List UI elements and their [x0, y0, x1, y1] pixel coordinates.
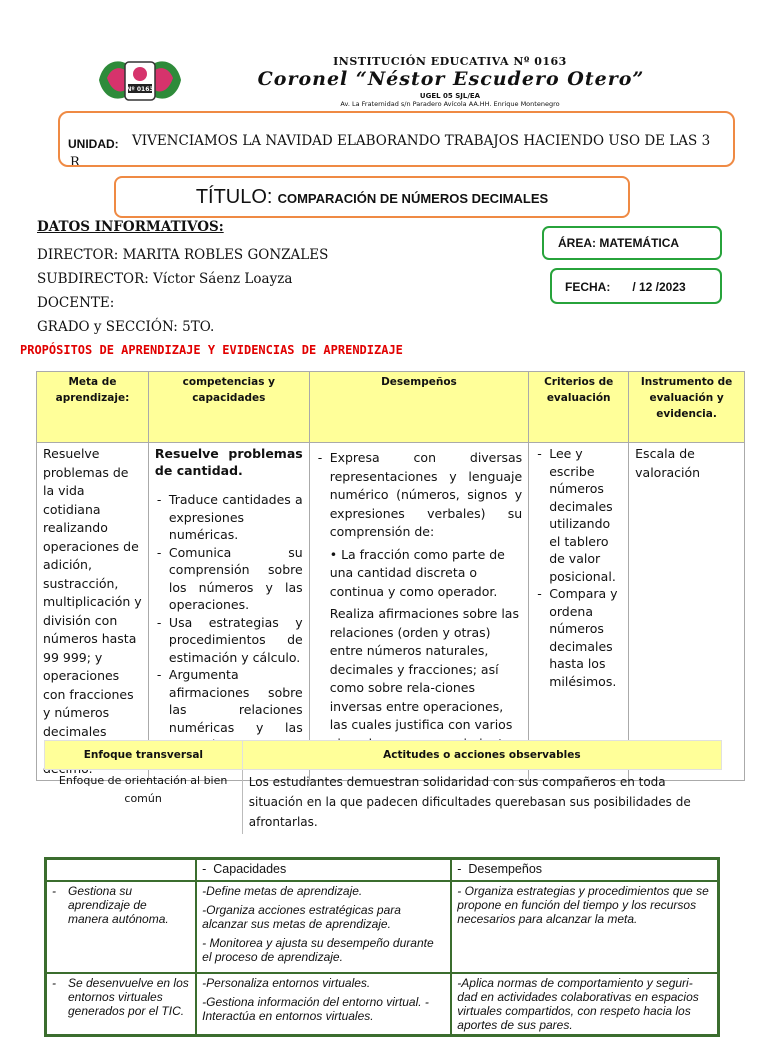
desempenos-cell	[309, 443, 529, 781]
capacidad-line: -Gestiona información del entorno virtual. - Interactúa en entornos virtuales.	[202, 995, 429, 1023]
grado-line: GRADO y SECCIÓN: 5TO.	[37, 319, 215, 335]
header-competencias: competencias y capacidades	[148, 372, 309, 443]
unidad-label: UNIDAD:	[68, 137, 119, 151]
director-line: DIRECTOR: MARITA ROBLES GONZALES	[37, 247, 329, 263]
desempeno-paragraph: Realiza afirmaciones sobre las relaciones (orden y otras) entre números naturales, decimales y fracciones; así como sobre rela-ciones inversas entre operaciones, las cuales justifica con varios	[329, 606, 519, 732]
institution-name: INSTITUCIÓN EDUCATIVA Nº 0163	[333, 55, 567, 68]
competencia-text: Se desenvuelve en los entornos virtuales generados por el TIC.	[68, 976, 189, 1018]
capacidad-item: - Argumenta afirmaciones sobre las relaciones numéricas y las	[155, 666, 303, 754]
fecha-value: / 12 /2023	[632, 280, 686, 294]
subdirector-line: SUBDIRECTOR: Víctor Sáenz Loayza	[37, 271, 293, 287]
desempeno-bullet-row: • La fracción como parte de una cantidad discreta o continua y como operador.	[329, 546, 505, 599]
header-meta: Meta de aprendizaje:	[37, 372, 149, 443]
competencia-cell: - Se desenvuelve en los entornos virtuales generados por el TIC.	[46, 973, 197, 1036]
fecha-label: FECHA:	[565, 280, 611, 294]
datos-heading: DATOS INFORMATIVOS:	[37, 219, 224, 235]
header-desempenos-t3: - Desempeños	[451, 859, 718, 882]
capacidad-line: -Define metas de aprendizaje.	[202, 884, 363, 898]
capacidad-item: - Comunica su comprensión sobre los números y las operaciones.	[155, 544, 303, 614]
capacidad-item: - Traduce cantidades a expresiones numéricas.	[155, 491, 303, 544]
desempeno-cell: - Organiza estrategias y procedimientos que se propone en función del tiempo y los recursos necesarios para alcanzar la meta.	[451, 881, 718, 973]
school-crest-logo	[97, 56, 183, 104]
meta-cell: Resuelve problemas de la vida cotidiana realizando operaciones de adición, sustracción, multiplicación y división con números hasta 99 999; y operaciones con fracciones y números decimales	[37, 443, 149, 781]
desempeno-item: - Expresa con diversas representaciones y lenguaje numérico (números, signos y expresiones verbales) su comprensión de:	[316, 449, 523, 542]
ugel-label: UGEL 05 SJL/EA	[419, 92, 481, 100]
capacidad-item: - Usa estrategias y procedimientos de estimación y cálculo.	[155, 614, 303, 667]
competencia-title: Resuelve problemas de cantidad.	[154, 446, 303, 478]
header-empty	[46, 859, 197, 882]
capacidades-table	[44, 857, 720, 1037]
enfoque-table	[44, 740, 722, 834]
header-criterios: Criterios de evaluación	[529, 372, 629, 443]
propositos-title: PROPÓSITOS DE APRENDIZAJE Y EVIDENCIAS DE APRENDIZAJE	[20, 343, 403, 357]
capacidades-cell	[196, 881, 451, 973]
criterios-cell	[529, 443, 629, 781]
titulo-label: TÍTULO:	[195, 186, 273, 208]
docente-line: DOCENTE:	[37, 295, 115, 311]
propositos-table	[36, 371, 745, 781]
crest-text: Nº 0163	[126, 86, 154, 93]
unidad-text: VIVENCIAMOS LA NAVIDAD ELABORANDO TRABAJOS HACIENDO USO DE LAS 3	[132, 133, 711, 149]
header-desempenos: Desempeños	[309, 372, 529, 443]
header-enfoque: Enfoque transversal	[45, 741, 243, 770]
capacidad-line: - Monitorea y ajusta su desempeño durante el proceso de aprendizaje.	[202, 936, 434, 964]
instrumento-cell: Escala de valoración	[629, 443, 745, 781]
competencia-cell: - Gestiona su aprendizaje de manera autónoma.	[46, 881, 197, 973]
actitud-cell: Los estudiantes demuestran solidaridad con sus compañeros en toda situación en la que padecen dificultades querebasan sus posibilidades de afrontarlas.	[248, 775, 691, 829]
desempeno-bullet: La fracción como parte de una cantidad discreta o continua y como operador.	[329, 546, 505, 599]
criterio-item: - Compara y ordena números decimales hasta los milésimos.	[535, 585, 622, 690]
capacidad-line: -Organiza acciones estratégicas para alcanzar sus metas de aprendizaje.	[202, 903, 401, 931]
desempeno-cell: -Aplica normas de comportamiento y seguri-dad en actividades colaborativas en espacios virtuales compartidos, con respeto hacia los aportes de sus pares.	[451, 973, 718, 1036]
header-capacidades-label: Capacidades	[213, 862, 287, 876]
competencias-cell	[148, 443, 309, 781]
enfoque-cell: Enfoque de orientación al bien común	[45, 770, 243, 835]
titulo-text: COMPARACIÓN DE NÚMEROS DECIMALES	[277, 191, 549, 206]
capacidades-cell	[196, 973, 451, 1036]
competencia-text: Gestiona su aprendizaje de manera autónoma.	[68, 884, 169, 926]
capacidad-line: -Personaliza entornos virtuales.	[202, 976, 371, 990]
unidad-box	[58, 111, 735, 167]
school-name: Coronel “Néstor Escudero Otero”	[257, 68, 645, 90]
fecha-box	[550, 268, 722, 304]
school-address: Av. La Fraternidad s/n Paradero Avícola AA.HH. Enrique Montenegro	[340, 100, 560, 108]
unidad-text-overflow: R	[70, 155, 80, 167]
area-box: ÁREA: MATEMÁTICA	[542, 226, 722, 260]
header-actitudes: Actitudes o acciones observables	[242, 741, 721, 770]
criterio-item: - Lee y escribe números decimales utilizando el tablero de valor posicional.	[535, 445, 622, 585]
titulo-box	[114, 176, 630, 218]
header-capacidades: - Capacidades	[196, 859, 451, 882]
header-instrumento: Instrumento de evaluación y evidencia.	[629, 372, 745, 443]
header-desempenos-label: Desempeños	[468, 862, 543, 876]
